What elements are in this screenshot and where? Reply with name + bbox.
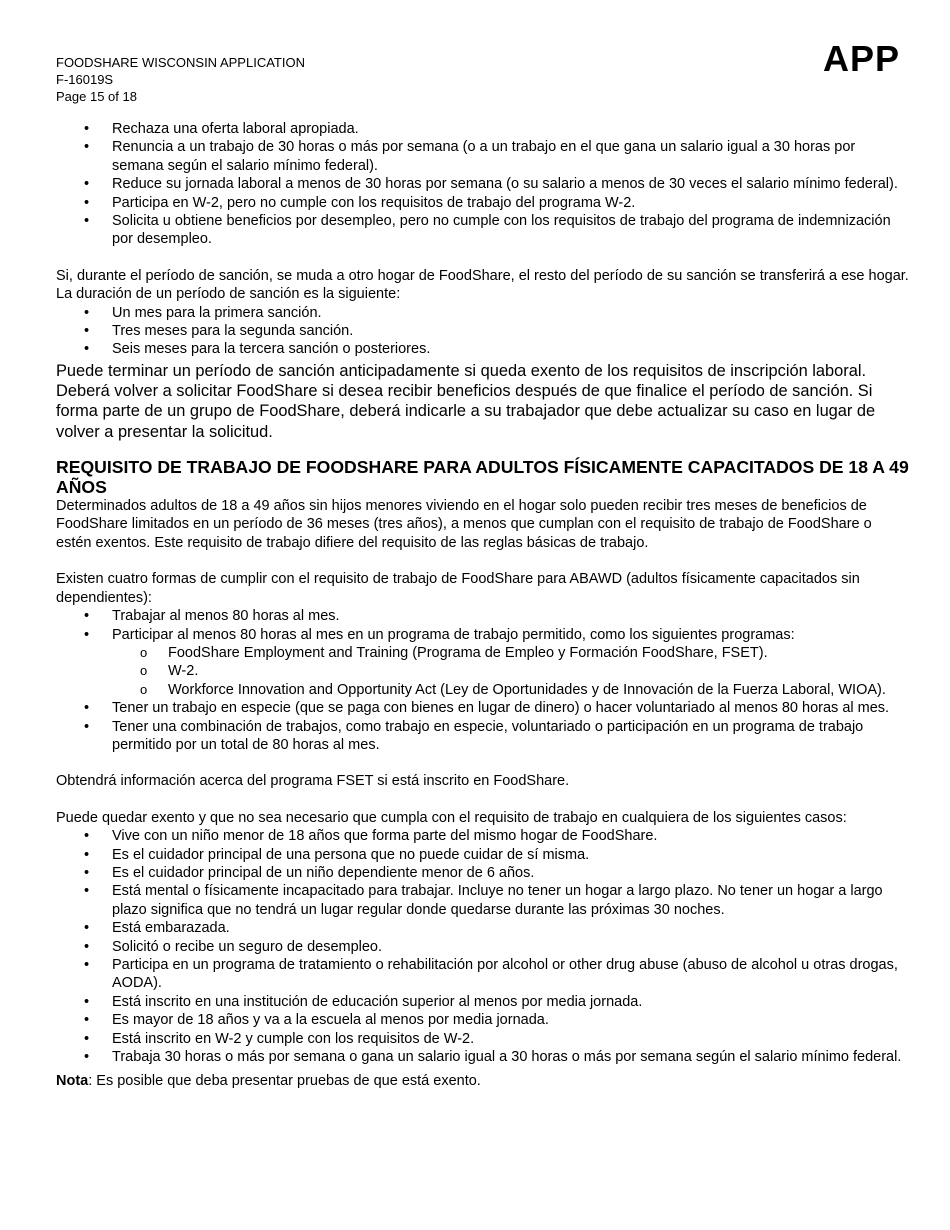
list-item: • Está mental o físicamente incapacitado para trabajar. Incluye no tener un hogar a largo plazo. No tener un hogar a largo plazo significa que no tendrá un lugar regular donde quedarse durante las próximas 30 noches. [84,883,883,918]
sublist-item: o Workforce Innovation and Opportunity Act (Ley de Oportunidades y de Innovación de la Fuerza Laboral, WIOA). [140,681,886,698]
refusal-list [56,120,910,249]
page-number: Page 15 of 18 [56,89,137,104]
list-item: • Está embarazada. [84,920,230,937]
list-item: • Solicitó o recibe un seguro de desempleo. [84,938,383,955]
bullet-icon: • [84,139,90,156]
bullet-icon: • [84,176,90,193]
list-item: • Rechaza una oferta laboral apropiada. [84,121,359,137]
list-item: • Trabajar al menos 80 horas al mes. [84,608,340,625]
note [56,1072,910,1090]
list-item: • Es el cuidador principal de una persona que no puede cuidar de sí misma. [84,846,590,863]
ways-list [56,607,910,754]
bullet-icon: • [84,213,90,230]
list-item: • Tener un trabajo en especie (que se paga con bienes en lugar de dinero) o hacer voluntariado al menos 80 horas al mes. [84,700,890,717]
bullet-icon: • [84,883,90,900]
exempt-list [56,827,910,1066]
abawd-intro: Determinados adultos de 18 a 49 años sin hijos menores viviendo en el hogar solo pueden recibir tres meses de beneficios de FoodShare limitados en un período de 36 meses (tres años), a menos que cumplan con el requisito de trabajo de FoodShare o estén exentos. Este requisito de trabajo difiere del requisito de las reglas básicas de trabajo. [56,498,872,551]
list-item: • Trabaja 30 horas o más por semana o gana un salario igual a 30 horas o más por semana según el salario mínimo federal. [84,1049,902,1066]
bullet-icon: • [84,1012,90,1029]
bullet-icon: • [84,323,90,340]
bullet-icon: • [84,608,90,625]
programs-sublist [112,644,910,699]
bullet-icon: • [84,341,90,358]
bullet-icon: • [84,864,90,881]
list-item: • Está inscrito en una institución de educación superior al menos por media jornada. [84,993,643,1010]
circle-bullet-icon: o [140,644,148,660]
list-item: • Solicita u obtiene beneficios por desempleo, pero no cumple con los requisitos de trabajo del programa de indemnización por desempleo. [84,213,891,248]
list-item: • Tener una combinación de trabajos, como trabajo en especie, voluntariado o participación en un programa de trabajo permitido por un total de 80 horas al mes. [84,718,864,753]
end-sanction-paragraph: Puede terminar un período de sanción anticipadamente si queda exento de los requisitos de inscripción laboral. Deberá volver a solicitar FoodShare si desea recibir beneficios después de que finalice el período de sanción. Si forma parte de un grupo de FoodShare, deberá indicarle a su trabajador que debe actualizar su caso en lugar de volver a presentar la solicitud. [56,361,876,441]
bullet-icon: • [84,957,90,973]
list-item: • Participa en W-2, pero no cumple con los requisitos de trabajo del programa W-2. [84,194,636,211]
page-header [56,54,305,105]
list-item: • Es mayor de 18 años y va a la escuela al menos por media jornada. [84,1012,549,1029]
sanction-list [56,304,910,359]
list-item: • Vive con un niño menor de 18 años que forma parte del mismo hogar de FoodShare. [84,828,658,845]
bullet-icon: • [84,626,90,643]
ways-intro: Existen cuatro formas de cumplir con el requisito de trabajo de FoodShare para ABAWD (adultos físicamente capacitados sin dependientes): [56,571,860,606]
bullet-icon: • [84,938,90,955]
bullet-icon: • [84,846,90,863]
fset-info: Obtendrá información acerca del programa FSET si está inscrito en FoodShare. [56,773,570,790]
list-item: • Participa en un programa de tratamiento o rehabilitación por alcohol or other drug abuse (abuso de alcohol u otras drogas, AODA). [84,957,898,992]
list-item: • Está inscrito en W-2 y cumple con los requisitos de W-2. [84,1030,475,1047]
bullet-icon: • [84,1049,90,1066]
bullet-icon: • [84,920,90,937]
bullet-icon: • [84,1030,90,1047]
bullet-icon: • [84,993,90,1010]
list-item: • Es el cuidador principal de un niño dependiente menor de 6 años. [84,864,535,881]
sublist-item: o FoodShare Employment and Training (Programa de Empleo y Formación FoodShare, FSET). [140,644,768,661]
bullet-icon: • [84,121,90,137]
list-item: • Tres meses para la segunda sanción. [84,323,354,340]
list-item: • Participar al menos 80 horas al mes en un programa de trabajo permitido, como los siguientes programas: o FoodShare Employment and Training (Programa de Empleo y Formación FoodShare, FSET). o W-2. o Workforce Innovation and Opportunity Act (Ley de Oportunidades y de Innovación de la Fuerza Laboral, WIOA). [56,626,910,700]
section-heading: REQUISITO DE TRABAJO DE FOODSHARE PARA ADULTOS FÍSICAMENTE CAPACITADOS DE 18 A 49 AÑOS [56,457,909,498]
circle-bullet-icon: o [140,681,148,697]
list-item: • Renuncia a un trabajo de 30 horas o más por semana (o a un trabajo en el que gana un salario igual a 30 horas por semana según el salario mínimo federal). [84,139,856,174]
bullet-icon: • [84,304,90,321]
note-label: Nota [56,1073,89,1090]
sublist-item: o W-2. [140,663,199,680]
form-number: F-16019S [56,72,114,87]
app-mark: APP [822,38,900,79]
list-item: • Seis meses para la tercera sanción o posteriores. [84,341,431,358]
exempt-intro: Puede quedar exento y que no sea necesario que cumpla con el requisito de trabajo en cualquiera de los siguientes casos: [56,809,847,826]
document-body [56,120,910,1091]
bullet-icon: • [84,194,90,211]
list-item: • Un mes para la primera sanción. [84,304,322,321]
list-item: • Reduce su jornada laboral a menos de 30 horas por semana (o su salario a menos de 30 veces el salario mínimo federal). [84,176,898,193]
form-title: FOODSHARE WISCONSIN APPLICATION [56,55,305,70]
note-text: : Es posible que deba presentar pruebas de que está exento. [88,1073,481,1090]
bullet-icon: • [84,700,90,717]
bullet-icon: • [84,718,90,735]
circle-bullet-icon: o [140,663,148,679]
sanction-paragraph: Si, durante el período de sanción, se muda a otro hogar de FoodShare, el resto del período de su sanción se transferirá a ese hogar. La duración de un período de sanción es la siguiente: [56,267,909,303]
bullet-icon: • [84,828,90,845]
